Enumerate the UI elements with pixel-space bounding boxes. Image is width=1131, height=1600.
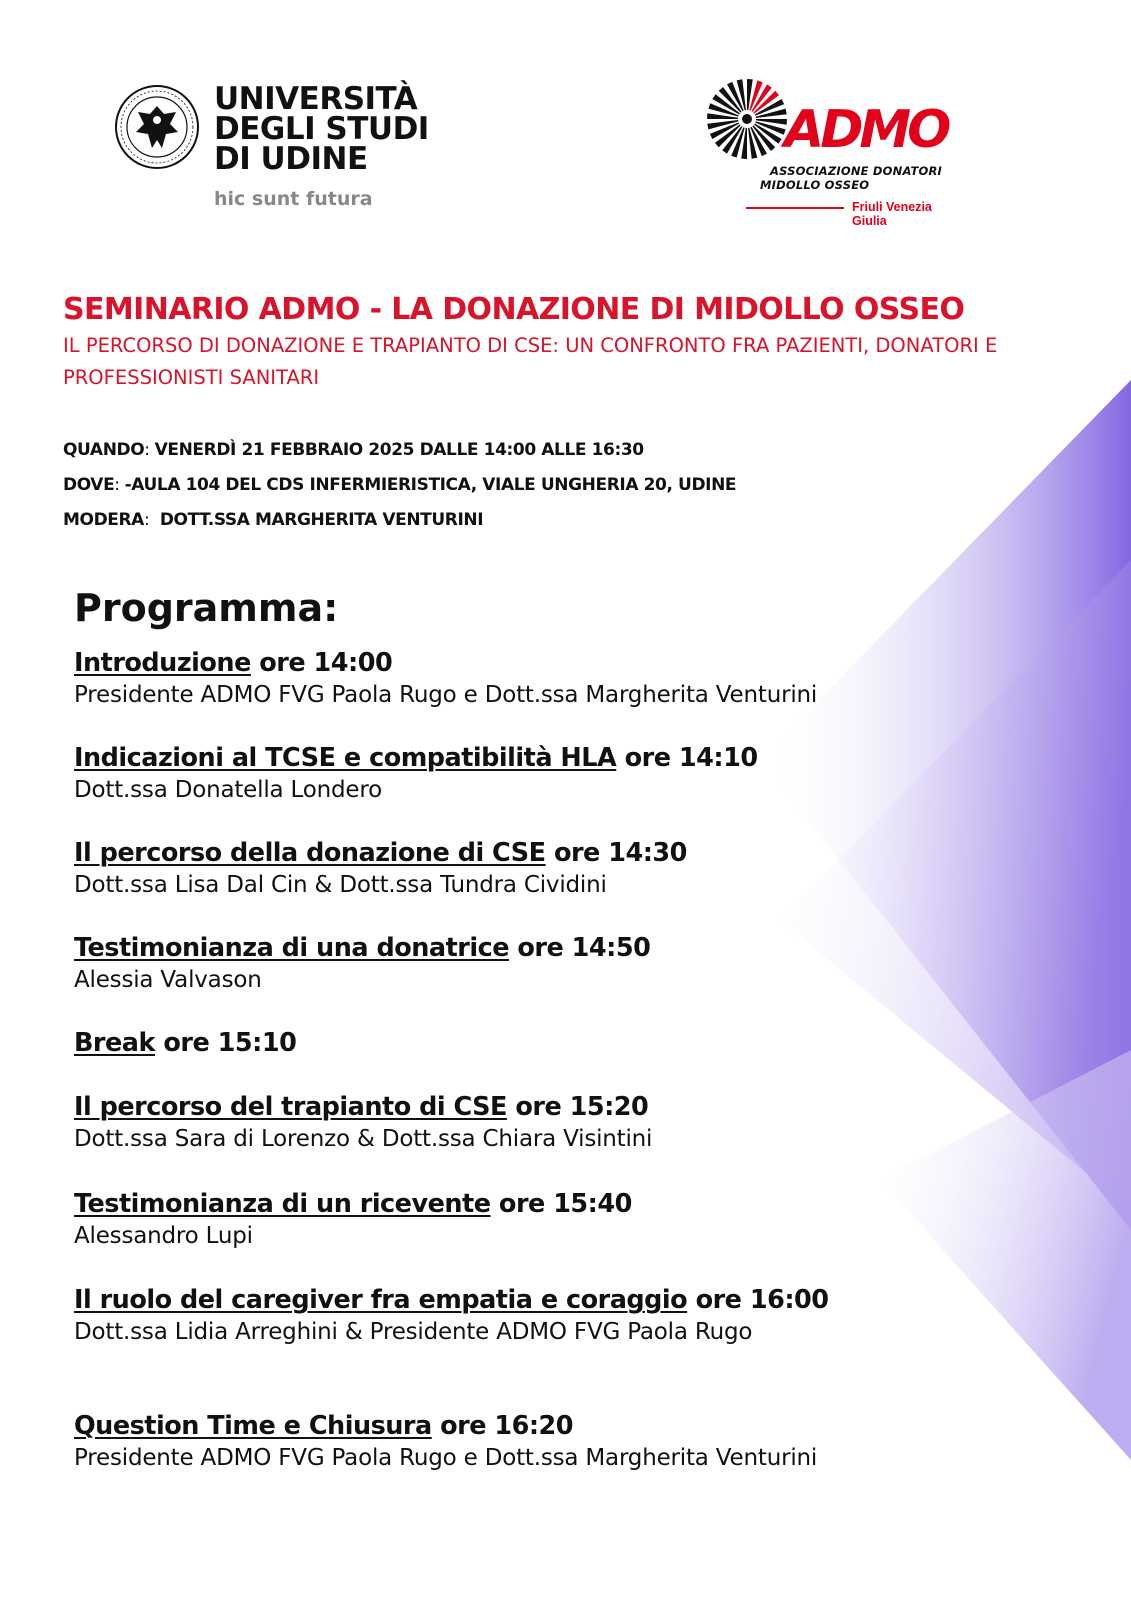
programma-item xyxy=(74,1090,652,1154)
university-name: UNIVERSITÀ DEGLI STUDI DI UDINE xyxy=(214,81,429,177)
item-time: ore 15:20 xyxy=(515,1092,649,1122)
item-title: Il percorso della donazione di CSE xyxy=(74,838,546,868)
programma-heading: Programma: xyxy=(74,586,339,630)
item-time: ore 14:30 xyxy=(553,838,687,868)
item-title: Introduzione xyxy=(74,648,251,678)
item-time: ore 14:50 xyxy=(517,933,651,963)
admo-subtitle-line-2: MIDOLLO OSSEO xyxy=(760,178,870,192)
item-speakers: Alessia Valvason xyxy=(74,967,262,993)
event-subtitle: IL PERCORSO DI DONAZIONE E TRAPIANTO DI CSE: UN CONFRONTO FRA PAZIENTI, DONATORI E PROFESSIONISTI SANITARI xyxy=(63,334,998,389)
item-title: Indicazioni al TCSE e compatibilità HLA xyxy=(74,743,617,773)
item-title: Testimonianza di una donatrice xyxy=(74,933,509,963)
item-speakers: Dott.ssa Lidia Arreghini & Presidente ADMO FVG Paola Rugo xyxy=(74,1319,753,1345)
event-info xyxy=(63,438,736,543)
university-motto: hic sunt futura xyxy=(214,188,373,210)
admo-wheel-icon xyxy=(706,78,788,160)
item-title: Question Time e Chiusura xyxy=(74,1411,432,1441)
info-value: -AULA 104 DEL CDS INFERMIERISTICA, VIALE UNGHERIA 20, UDINE xyxy=(124,475,737,495)
item-speakers: Presidente ADMO FVG Paola Rugo e Dott.ssa Margherita Venturini xyxy=(74,1445,818,1471)
university-logo xyxy=(114,81,474,214)
item-speakers: Dott.ssa Sara di Lorenzo & Dott.ssa Chiara Visintini xyxy=(74,1126,653,1152)
programma-item xyxy=(74,931,650,995)
info-moderator: MODERA: DOTT.SSA MARGHERITA VENTURINI xyxy=(63,510,484,530)
item-time: ore 14:00 xyxy=(259,648,393,678)
info-where: DOVE: -AULA 104 DEL CDS INFERMIERISTICA, VIALE UNGHERIA 20, UDINE xyxy=(63,475,737,495)
item-title: Il percorso del trapianto di CSE xyxy=(74,1092,507,1122)
admo-wordmark: ADMO xyxy=(784,100,948,160)
item-speakers: Presidente ADMO FVG Paola Rugo e Dott.ssa Margherita Venturini xyxy=(74,682,818,708)
admo-region: Friuli Venezia Giulia xyxy=(852,200,932,228)
info-label: MODERA xyxy=(63,510,144,530)
info-value: DOTT.SSA MARGHERITA VENTURINI xyxy=(154,510,484,530)
item-time: ore 16:00 xyxy=(695,1285,829,1315)
admo-subtitle-line-1: ASSOCIAZIONE DONATORI xyxy=(770,164,943,178)
item-speakers: Alessandro Lupi xyxy=(74,1223,253,1249)
item-speakers: Dott.ssa Lisa Dal Cin & Dott.ssa Tundra Cividini xyxy=(74,872,607,898)
item-time: ore 15:40 xyxy=(498,1189,632,1219)
event-title: SEMINARIO ADMO - LA DONAZIONE DI MIDOLLO OSSEO xyxy=(63,292,965,327)
programma-item xyxy=(74,836,687,900)
item-title: Testimonianza di un ricevente xyxy=(74,1189,491,1219)
item-speakers: Dott.ssa Donatella Londero xyxy=(74,777,382,803)
info-label: DOVE xyxy=(63,475,115,495)
programma-item xyxy=(74,1409,817,1473)
item-time: ore 16:20 xyxy=(440,1411,574,1441)
item-title: Break xyxy=(74,1028,155,1058)
programma-item xyxy=(74,741,758,805)
info-label: QUANDO xyxy=(63,440,145,460)
university-seal-icon xyxy=(114,84,200,170)
admo-logo xyxy=(706,78,966,228)
item-time: ore 15:10 xyxy=(163,1028,297,1058)
programma-item xyxy=(74,1026,296,1060)
info-when: QUANDO: VENERDÌ 21 FEBBRAIO 2025 DALLE 14:00 ALLE 16:30 xyxy=(63,440,644,460)
programma-item xyxy=(74,1283,829,1347)
item-time: ore 14:10 xyxy=(624,743,758,773)
admo-divider xyxy=(746,207,844,209)
item-title: Il ruolo del caregiver fra empatia e coraggio xyxy=(74,1285,688,1315)
programma-item xyxy=(74,646,817,710)
info-value: VENERDÌ 21 FEBBRAIO 2025 DALLE 14:00 ALLE 16:30 xyxy=(154,440,644,460)
programma-item xyxy=(74,1187,632,1251)
